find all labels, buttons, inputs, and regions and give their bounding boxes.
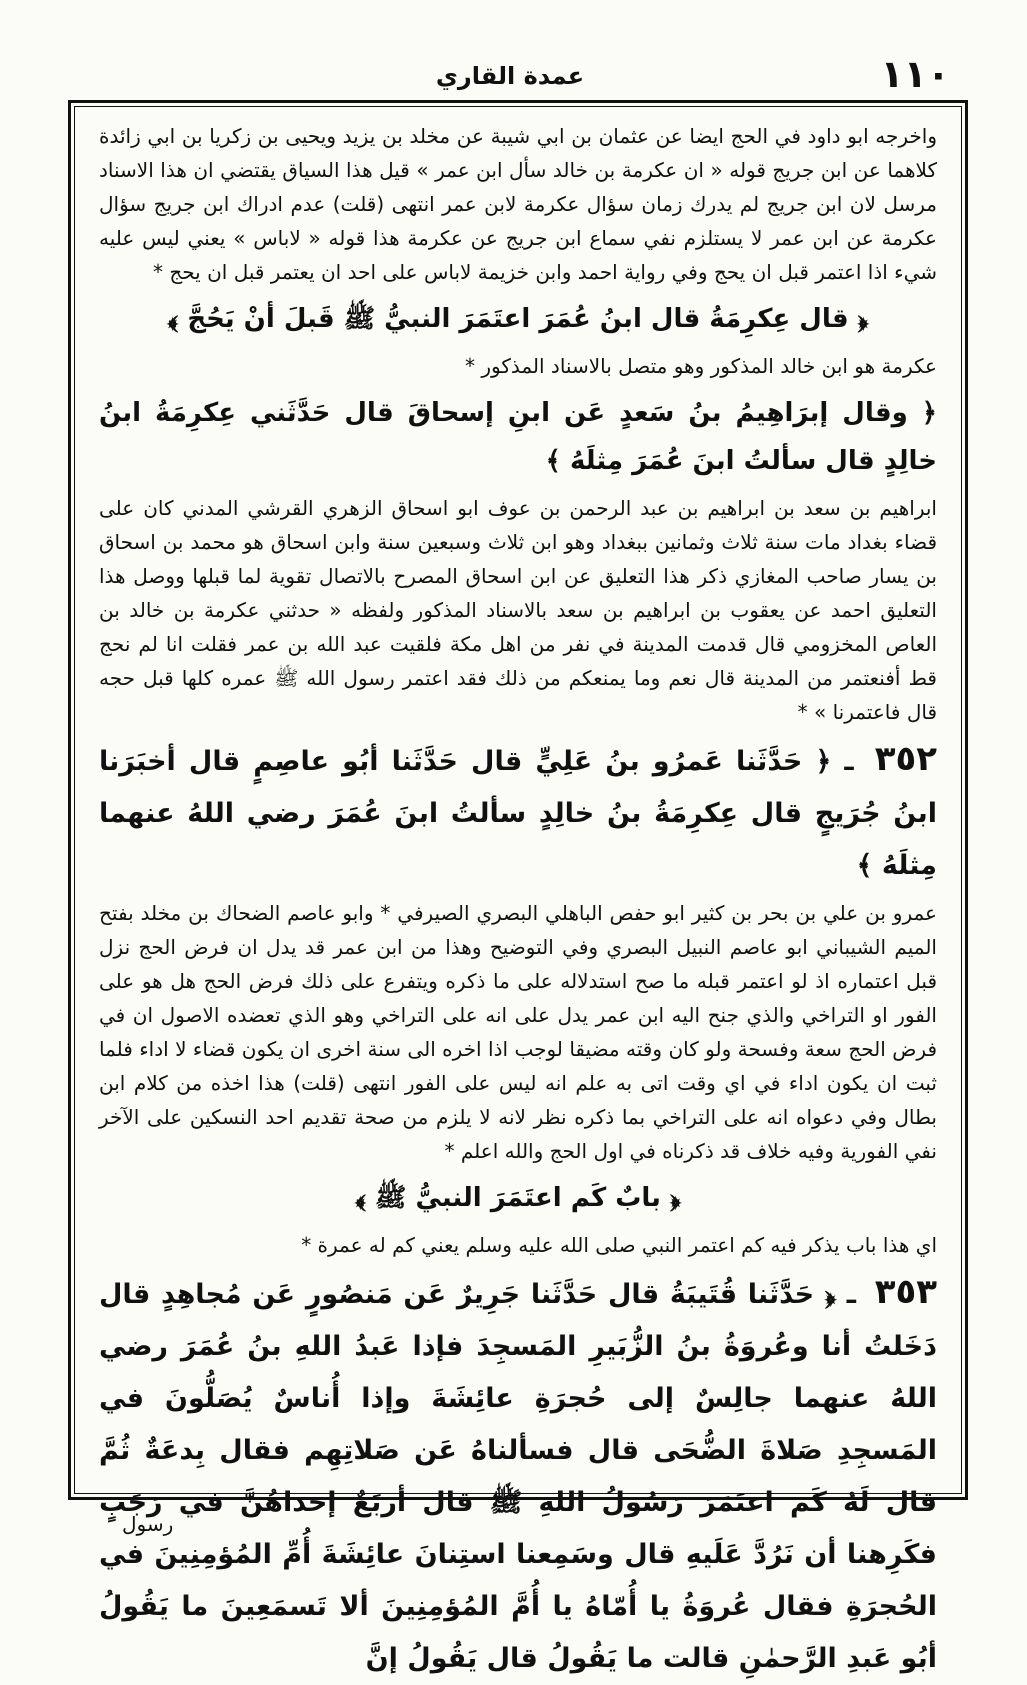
- paragraph: عمرو بن علي بن بحر بن كثير ابو حفص الباهلي البصري الصيرفي * وابو عاصم الضحاك بن مخلد بفتح الميم الشيباني ابو عاصم النبيل البصري وفي التوضيح وهذا من ابن عمر قد يدل ان فرض الحج نزل قبل اعتماره اذ لو اعتمر قبله ما صح استدلاله على ما ذكره ويتفرع على ذلك فرض الحج هل هو على الفور او التراخي والذي جنح اليه ابن عمر يدل على انه على التراخي وهو الذي تعضده الاصول ان في فرض الحج سعة وفسحة ولو كان وقته مضيقا لوجب اذا اخره الى سنة اخرى ان يكون قضاء لا اداء فلما ثبت ان يكون اداء في اي وقت اتى به علم انه ليس على الفور انتهى (قلت) هذا اخذه من كلام ابن بطال وفي دعواه انه على التراخي بما ذكره نظر لانه لا يلزم من صحة تقديم احد النسكين على الآخر نفي الفورية وفيه خلاف قد ذكرناه في اول الحج والله اعلم *: [99, 901, 937, 1163]
- catchword: رسول: [122, 1512, 174, 1536]
- hadith-heading: ﴿ وقال إبرَاهِيمُ بنُ سَعدٍ عَن ابنِ إسحاقَ قال حَدَّثَني عِكرِمَةُ ابنُ خالِدٍ قال سألتُ ابنَ عُمَرَ مِثلَهُ ﴾: [99, 398, 937, 476]
- hadith-heading: ﴿ قال عِكرِمَةُ قال ابنُ عُمَرَ اعتَمَرَ النبيُّ ﷺ قَبلَ أنْ يَحُجَّ ﴾: [167, 304, 869, 334]
- page-header: [70, 52, 950, 96]
- hadith-number: ٣٥٢: [874, 739, 937, 779]
- paragraph: واخرجه ابو داود في الحج ايضا عن عثمان بن ابي شيبة عن مخلد بن يزيد ويحيى بن زكريا بن ابي زائدة كلاهما عن ابن جريج قوله « ان عكرمة بن خالد سأل ابن عمر » قيل هذا السياق يقتضي ان هذا الاسناد مرسل لان ابن جريج لم يدرك زمان سؤال عكرمة لابن عمر انتهى (قلت) عدم ادراك ابن جريج سؤال عكرمة عن ابن عمر لا يستلزم نفي سماع ابن جريج عن عكرمة هذا قوله « لاباس » يعني ليس عليه شيء اذا اعتمر قبل ان يحج وفي رواية احمد وابن خزيمة لاباس على احد ان يعتمر قبل ان يحج *: [99, 124, 937, 284]
- page-number: ١١٠: [880, 52, 950, 96]
- hadith-text: ـ ﴿ حَدَّثَنا قُتَيبَةُ قال حَدَّثَنا جَرِيرٌ عَن مَنصُورٍ عَن مُجاهِدٍ قال دَخَلتُ أنا وعُروَةُ بنُ الزُّبَيرِ المَسجِدَ فإذا عَبدُ اللهِ بنُ عُمَرَ رضي اللهُ عنهما جالِسٌ إلى حُجرَةِ عائِشَةَ وإذا أُناسٌ يُصَلُّونَ في المَسجِدِ صَلاةَ الضُّحَى قال فسألناهُ عَن صَلاتِهِم فقال بِدعَةٌ ثُمَّ قال لَهُ كَم اعتَمَرَ رَسُولُ اللهِ ﷺ قال أربَعٌ إحداهُنَّ في رَجَبٍ فكَرِهنا أن نَرُدَّ عَلَيهِ قال وسَمِعنا استِنانَ عائِشَةَ أُمِّ المُؤمِنِينَ في الحُجرَةِ فقال عُروَةُ يا أُمّاهُ يا أُمَّ المُؤمِنِينَ ألا تَسمَعِينَ ما يَقُولُ أبُو عَبدِ الرَّحمٰنِ قالت ما يَقُولُ قال يَقُولُ إنَّ: [99, 1279, 937, 1674]
- hadith-number: ٣٥٣: [874, 1272, 937, 1312]
- paragraph: ابراهيم بن سعد بن ابراهيم بن عبد الرحمن بن عوف ابو اسحاق الزهري القرشي المدني كان على قضاء بغداد مات سنة ثلاث وثمانين ببغداد وهو ابن ثلاث وسبعين سنة وابن اسحاق هو محمد بن اسحاق بن يسار صاحب المغازي ذكر هذا التعليق عن ابن اسحاق المصرح بالاتصال تقوية لما قبلها ووصل هذا التعليق احمد عن يعقوب بن ابراهيم بن سعد بالاسناد المذكور ولفظه « حدثني عكرمة بن خالد بن العاص المخزومي قال قدمت المدينة في نفر من اهل مكة فلقيت عبد الله بن عمر فقلت انا لم نحج قط أفنعتمر من المدينة قال نعم وما يمنعكم من ذلك فقد اعتمر رسول الله ﷺ عمره كلها قبل حجه قال فاعتمرنا » *: [99, 496, 937, 724]
- page-body: [74, 106, 962, 1674]
- hadith-text: ـ ﴿ حَدَّثَنا عَمرُو بنُ عَلِيٍّ قال حَدَّثَنا أبُو عاصِمٍ قال أخبَرَنا ابنُ جُرَيجٍ قال عِكرِمَةُ بنُ خالِدٍ سألتُ ابنَ عُمَرَ رضي اللهُ عنهما مِثلَهُ ﴾: [99, 746, 937, 881]
- running-title: عمدة القاري: [435, 62, 585, 90]
- numbered-hadith: [99, 733, 937, 892]
- numbered-hadith: [99, 1266, 937, 1685]
- paragraph: اي هذا باب يذكر فيه كم اعتمر النبي صلى الله عليه وسلم يعني كم له عمرة *: [301, 1233, 937, 1257]
- chapter-heading: ﴿ بابٌ كَم اعتَمَرَ النبيُّ ﷺ ﴾: [355, 1183, 681, 1213]
- paragraph: عكرمة هو ابن خالد المذكور وهو متصل بالاسناد المذكور *: [464, 354, 937, 378]
